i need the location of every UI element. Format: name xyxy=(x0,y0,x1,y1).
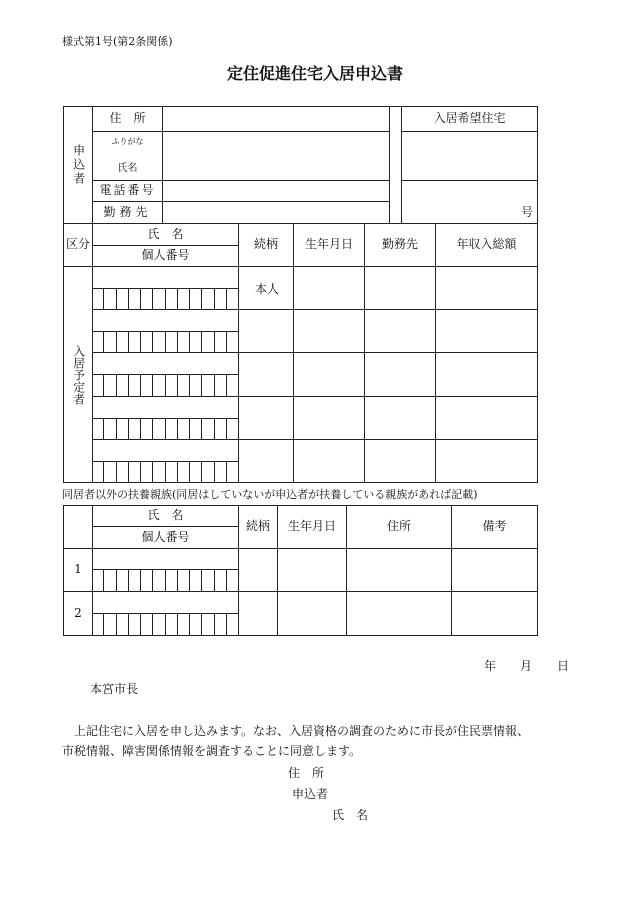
phone-field[interactable] xyxy=(163,181,389,201)
date-year: 年 xyxy=(484,659,497,673)
personal-number-boxes[interactable] xyxy=(92,461,238,482)
signature-applicant-label: 申込者 xyxy=(292,787,329,801)
relation-header: 続柄 xyxy=(253,237,278,252)
signature-address-label: 住 所 xyxy=(288,766,325,780)
kubun-header: 区分 xyxy=(65,237,90,252)
household-section-label: 入居予定者 xyxy=(71,344,86,405)
dep-personal-number-header: 個人番号 xyxy=(141,529,190,544)
dependents-heading: 同居者以外の扶養親族(同居はしていないが申込者が扶養している親族があれば記載) xyxy=(62,488,478,501)
form-number: 様式第1号(第2条関係) xyxy=(62,35,173,48)
statement-line-2: 市税情報、障害関係情報を調査することに同意します。 xyxy=(62,744,362,758)
birthdate-header: 生年月日 xyxy=(304,237,353,252)
personal-number-boxes[interactable] xyxy=(92,569,238,591)
desired-housing-field[interactable] xyxy=(402,132,537,180)
annual-income-header: 年収入総額 xyxy=(456,237,517,252)
personal-number-boxes[interactable] xyxy=(92,418,238,439)
personal-number-boxes[interactable] xyxy=(92,331,238,352)
date-day: 日 xyxy=(557,659,570,673)
number-suffix: 号 xyxy=(521,205,534,219)
address-field[interactable] xyxy=(163,107,389,131)
dep-address-header: 住所 xyxy=(386,519,411,534)
workplace-field[interactable] xyxy=(163,202,389,223)
furigana-label: ふりがな xyxy=(111,136,144,146)
address-label: 住 所 xyxy=(109,111,146,126)
first-relation: 本人 xyxy=(255,282,280,296)
desired-housing-label: 入居希望住宅 xyxy=(433,111,506,126)
dep-remarks-header: 備考 xyxy=(482,519,507,534)
workplace-header: 勤務先 xyxy=(381,237,418,252)
page-title: 定住促進住宅入居申込書 xyxy=(226,64,403,83)
name-header: 氏 名 xyxy=(147,226,184,241)
applicant-section-label: 申込者 xyxy=(71,144,86,186)
dep-row-number: 2 xyxy=(74,605,82,620)
workplace-label: 勤務先 xyxy=(103,204,152,219)
personal-number-boxes[interactable] xyxy=(92,288,238,309)
dep-birthdate-header: 生年月日 xyxy=(287,519,336,534)
personal-number-boxes[interactable] xyxy=(92,613,238,635)
dep-relation-header: 続柄 xyxy=(245,519,270,534)
dep-name-header: 氏 名 xyxy=(147,508,184,523)
personal-number-header: 個人番号 xyxy=(141,248,190,263)
signature-name-label: 氏 名 xyxy=(332,808,369,822)
dep-row-number: 1 xyxy=(74,562,82,577)
name-field[interactable] xyxy=(163,132,389,180)
name-label: 氏名 xyxy=(117,162,138,174)
recipient: 本宮市長 xyxy=(90,682,139,696)
statement-line-1: 上記住宅に入居を申し込みます。なお、入居資格の調査のために市長が住民票情報、 xyxy=(74,724,530,738)
date-month: 月 xyxy=(520,659,533,673)
phone-label: 電話番号 xyxy=(99,183,156,198)
personal-number-boxes[interactable] xyxy=(92,374,238,396)
